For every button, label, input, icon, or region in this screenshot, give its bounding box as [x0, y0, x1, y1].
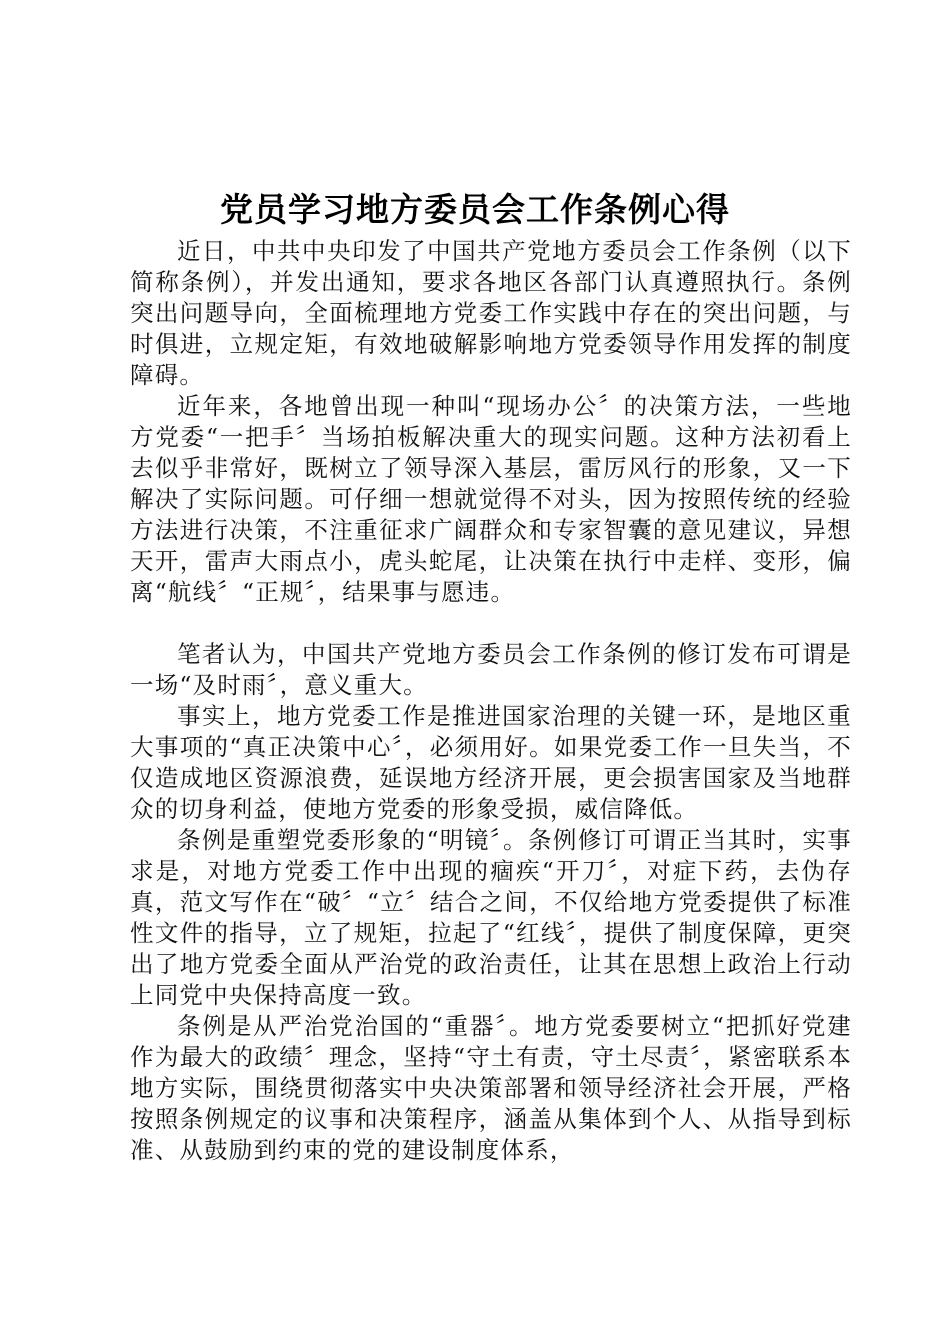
paragraph-5: 条例是重塑党委形象的“明镜〞。条例修订可谓正当其时，实事求是，对地方党委工作中出现的痼疾“开刀〞，对症下药，去伪存真，范文写作在“破〞“立〞结合之间，不仅给地方党委提供了标准性文件的指导，立了规矩，拉起了“红线〞，提供了制度保障，更突出了地方党委全面从严治党的政治责任，让其在思想上政治上行动上同党中央保持高度一致。	[130, 826, 852, 1009]
document-body	[130, 236, 852, 1166]
paragraph-4: 事实上，地方党委工作是推进国家治理的关键一环，是地区重大事项的“真正决策中心〞，必须用好。如果党委工作一旦失当，不仅造成地区资源浪费，延误地方经济开展，更会损害国家及当地群众的切身利益，使地方党委的形象受损，威信降低。	[130, 702, 852, 823]
paragraph-6: 条例是从严治党治国的“重器〞。地方党委要树立“把抓好党建作为最大的政绩〞理念，坚持“守土有责，守土尽责〞，紧密联系本地方实际，围绕贯彻落实中央决策部署和领导经济社会开展，严格按照条例规定的议事和决策程序，涵盖从集体到个人、从指导到标准、从鼓励到约束的党的建设制度体系，	[130, 1012, 852, 1164]
document-title: 党员学习地方委员会工作条例心得	[220, 190, 730, 229]
paragraph-2: 近年来，各地曾出现一种叫“现场办公〞的决策方法，一些地方党委“一把手〞当场拍板解决重大的现实问题。这种方法初看上去似乎非常好，既树立了领导深入基层，雷厉风行的形象，又一下解决了实际问题。可仔细一想就觉得不对头，因为按照传统的经验方法进行决策，不注重征求广阔群众和专家智囊的意见建议，异想天开，雷声大雨点小，虎头蛇尾，让决策在执行中走样、变形，偏离“航线〞“正规〞，结果事与愿违。	[130, 392, 852, 606]
paragraph-3: 笔者认为，中国共产党地方委员会工作条例的修订发布可谓是一场“及时雨〞，意义重大。	[130, 640, 852, 699]
paragraph-1: 近日，中共中央印发了中国共产党地方委员会工作条例（以下简称条例），并发出通知，要求各地区各部门认真遵照执行。条例突出问题导向，全面梳理地方党委工作实践中存在的突出问题，与时俱进，立规定矩，有效地破解影响地方党委领导作用发挥的制度障碍。	[130, 237, 852, 389]
